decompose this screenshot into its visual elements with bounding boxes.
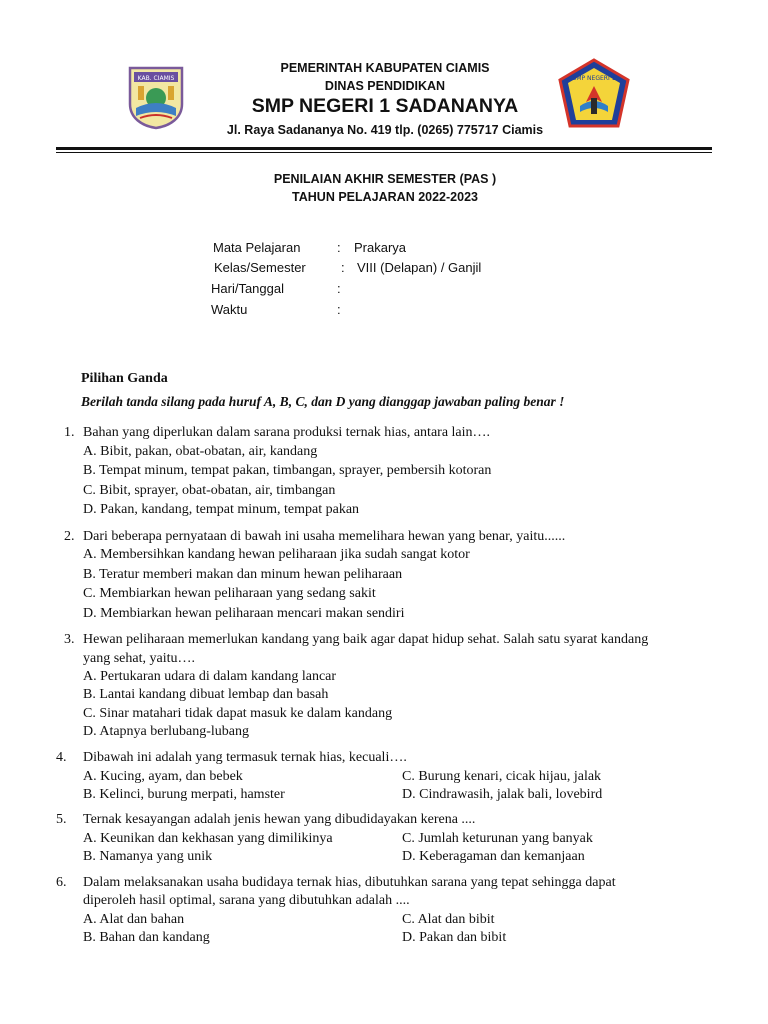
option-d: D. Keberagaman dan kemanjaan bbox=[402, 849, 585, 864]
info-colon: : bbox=[341, 260, 345, 275]
info-label-time: Waktu bbox=[211, 302, 248, 317]
question-number: 5. bbox=[56, 812, 67, 827]
question-text: Dari beberapa pernyataan di bawah ini usaha memelihara hewan yang benar, yaitu...... bbox=[83, 529, 566, 544]
header-department: DINAS PENDIDIKAN bbox=[324, 79, 446, 93]
question-text: yang sehat, yaitu…. bbox=[83, 651, 195, 666]
option-b: B. Namanya yang unik bbox=[83, 849, 213, 864]
option-d: D. Cindrawasih, jalak bali, lovebird bbox=[402, 787, 603, 802]
option-c: C. Alat dan bibit bbox=[402, 912, 495, 927]
option-c: C. Burung kenari, cicak hijau, jalak bbox=[402, 769, 602, 784]
question-number: 2. bbox=[64, 529, 75, 544]
header-divider-thick bbox=[56, 147, 712, 150]
question-text: Dalam melaksanakan usaha budidaya ternak hias, dibutuhkan sarana yang tepat sehingga dapat bbox=[83, 875, 616, 890]
option-c: C. Sinar matahari tidak dapat masuk ke dalam kandang bbox=[83, 706, 393, 721]
option-d: D. Pakan dan bibit bbox=[402, 930, 507, 945]
question-text: Dibawah ini adalah yang termasuk ternak hias, kecuali…. bbox=[83, 750, 407, 765]
info-value-class: VIII (Delapan) / Ganjil bbox=[357, 260, 482, 275]
option-a: A. Alat dan bahan bbox=[83, 912, 185, 927]
option-a: A. Kucing, ayam, dan bebek bbox=[83, 769, 243, 784]
section-instruction: Berilah tanda silang pada huruf A, B, C, dan D yang dianggap jawaban paling benar ! bbox=[81, 394, 565, 409]
option-b: B. Lantai kandang dibuat lembap dan basah bbox=[83, 687, 329, 702]
option-b: B. Bahan dan kandang bbox=[83, 930, 210, 945]
option-d: D. Pakan, kandang, tempat minum, tempat pakan bbox=[83, 502, 360, 517]
emblem-text: KAB. CIAMIS bbox=[137, 75, 175, 82]
school-emblem-icon bbox=[558, 58, 630, 132]
option-b: B. Teratur memberi makan dan minum hewan peliharaan bbox=[83, 567, 403, 582]
option-a: A. Bibit, pakan, obat-obatan, air, kandang bbox=[83, 444, 318, 459]
question-text: Hewan peliharaan memerlukan kandang yang baik agar dapat hidup sehat. Salah satu syarat kandang bbox=[83, 632, 649, 647]
option-c: C. Bibit, sprayer, obat-obatan, air, timbangan bbox=[83, 483, 336, 498]
emblem-text: SMP NEGERI 1 bbox=[572, 75, 616, 82]
header-divider-thin bbox=[56, 152, 712, 153]
info-label-subject: Mata Pelajaran bbox=[213, 240, 301, 255]
question-number: 6. bbox=[56, 875, 67, 890]
header-address: Jl. Raya Sadananya No. 419 tlp. (0265) 775717 Ciamis bbox=[226, 123, 544, 137]
info-value-subject: Prakarya bbox=[354, 240, 407, 255]
option-d: D. Membiarkan hewan peliharaan mencari makan sendiri bbox=[83, 606, 405, 621]
question-text: diperoleh hasil optimal, sarana yang dibutuhkan adalah .... bbox=[83, 893, 410, 908]
header-school-name: SMP NEGERI 1 SADANANYA bbox=[251, 95, 519, 117]
info-colon: : bbox=[337, 281, 341, 296]
info-label-date: Hari/Tanggal bbox=[211, 281, 284, 296]
info-colon: : bbox=[337, 302, 341, 317]
header-government: PEMERINTAH KABUPATEN CIAMIS bbox=[280, 61, 490, 75]
question-number: 3. bbox=[64, 632, 75, 647]
question-number: 4. bbox=[56, 750, 67, 765]
option-b: B. Tempat minum, tempat pakan, timbangan, sprayer, pembersih kotoran bbox=[83, 463, 492, 478]
section-title: Pilihan Ganda bbox=[81, 371, 168, 386]
exam-title: PENILAIAN AKHIR SEMESTER (PAS ) bbox=[273, 172, 497, 186]
question-number: 1. bbox=[64, 425, 75, 440]
question-text: Bahan yang diperlukan dalam sarana produksi ternak hias, antara lain…. bbox=[83, 425, 491, 440]
info-colon: : bbox=[337, 240, 341, 255]
option-c: C. Jumlah keturunan yang banyak bbox=[402, 831, 593, 846]
option-b: B. Kelinci, burung merpati, hamster bbox=[83, 787, 285, 802]
option-a: A. Pertukaran udara di dalam kandang lancar bbox=[83, 669, 337, 684]
academic-year: TAHUN PELAJARAN 2022-2023 bbox=[292, 190, 478, 204]
option-c: C. Membiarkan hewan peliharaan yang sedang sakit bbox=[83, 586, 376, 601]
option-a: A. Keunikan dan kekhasan yang dimilikinya bbox=[83, 831, 333, 846]
option-a: A. Membersihkan kandang hewan peliharaan jika sudah sangat kotor bbox=[83, 547, 470, 562]
info-label-class: Kelas/Semester bbox=[214, 260, 306, 275]
option-d: D. Atapnya berlubang-lubang bbox=[83, 724, 250, 739]
question-text: Ternak kesayangan adalah jenis hewan yang dibudidayakan kerena .... bbox=[83, 812, 476, 827]
